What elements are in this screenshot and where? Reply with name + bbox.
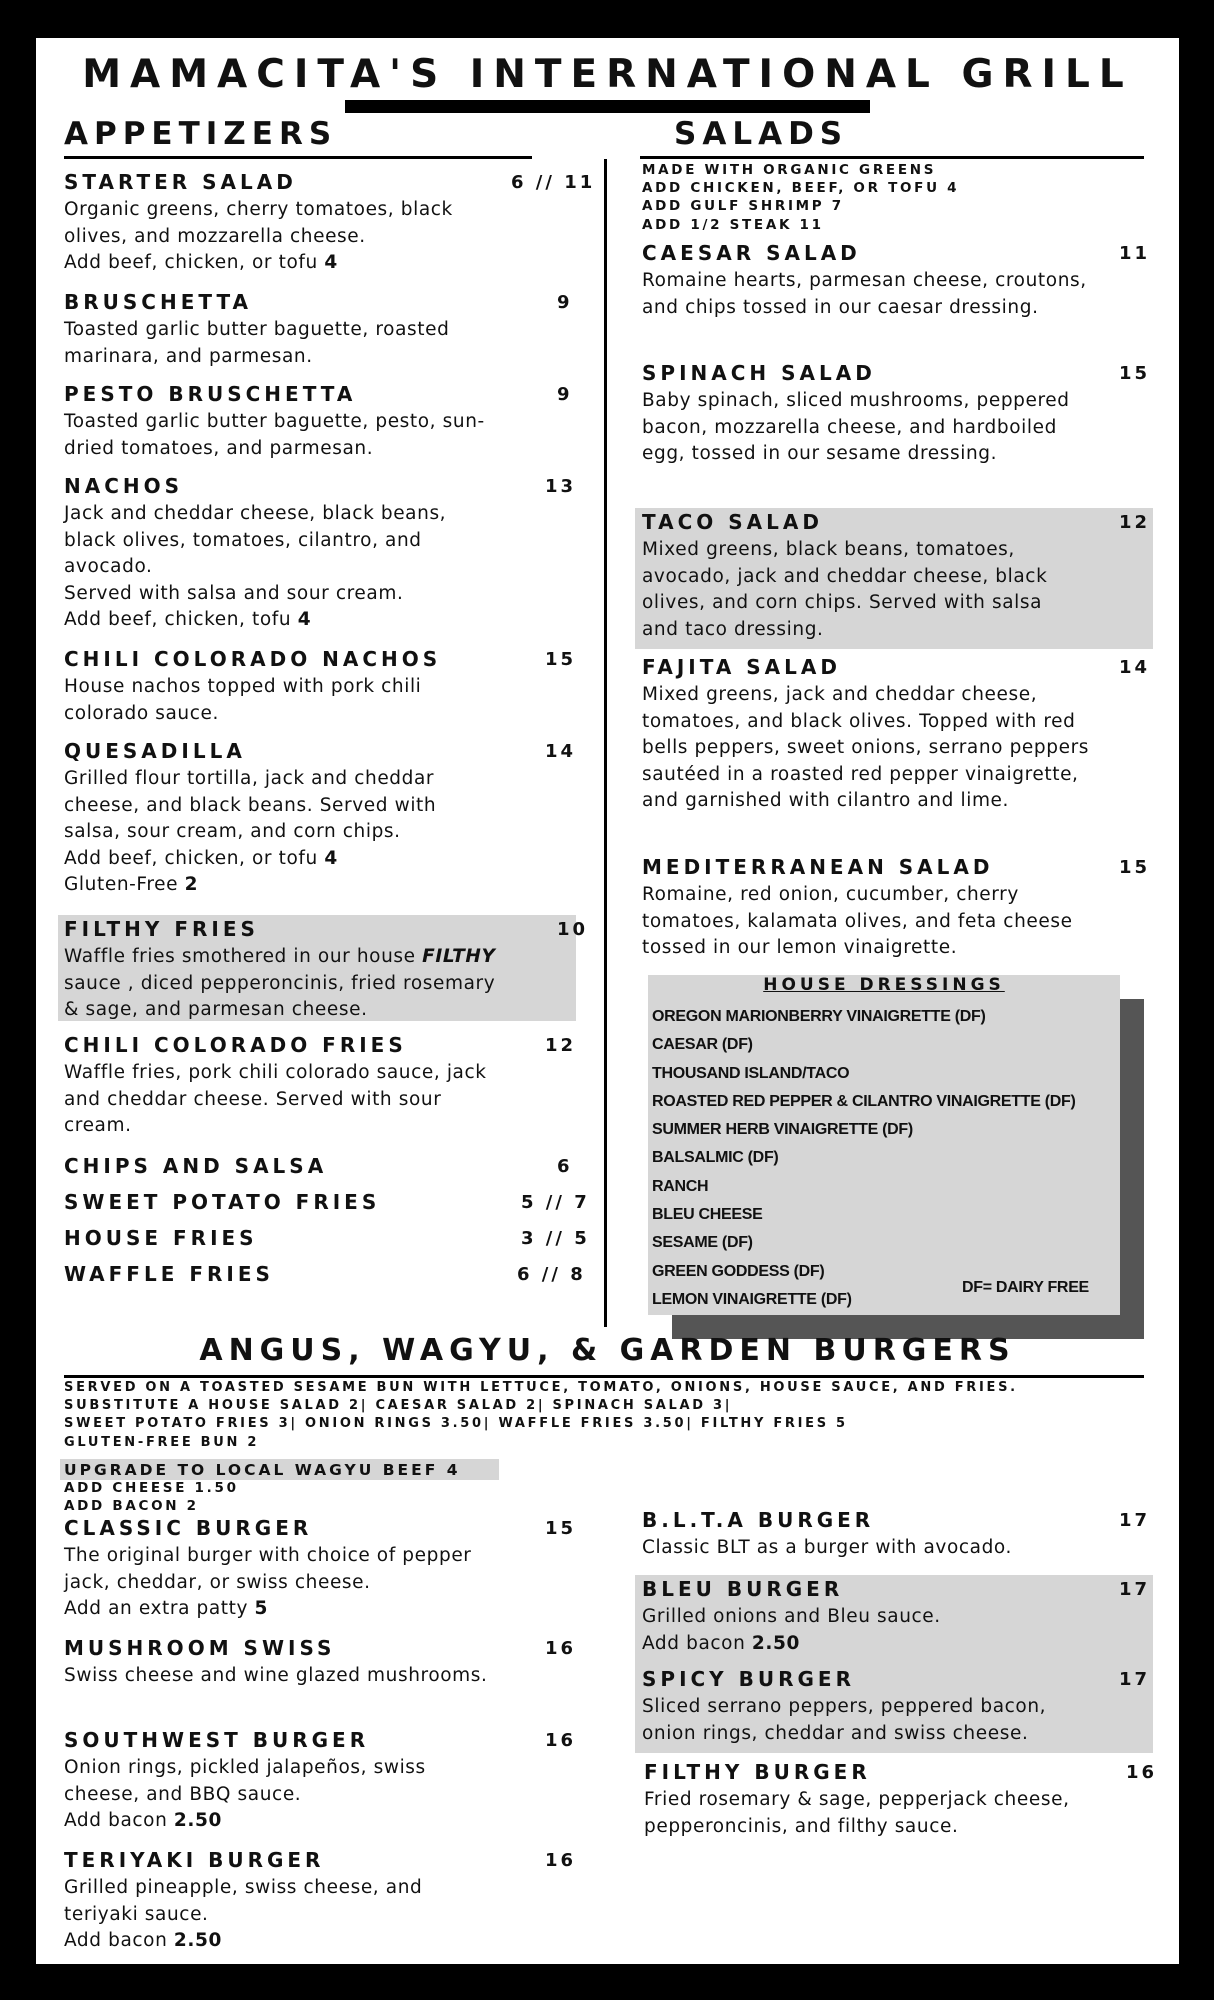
item-name: SOUTHWEST BURGER <box>64 1728 370 1752</box>
item-name: FILTHY FRIES <box>64 917 259 941</box>
item-name: SPINACH SALAD <box>642 361 876 385</box>
appetizers-rule <box>64 156 532 159</box>
item-name: MUSHROOM SWISS <box>64 1636 336 1660</box>
menu-item-taco-salad <box>635 508 1153 649</box>
item-description: Romaine hearts, parmesan cheese, croutons, and chips tossed in our caesar dressing. <box>642 270 1087 318</box>
item-name: B.L.T.A BURGER <box>642 1508 875 1532</box>
menu-item-chili-colorado-nachos <box>64 645 604 727</box>
item-description: Jack and cheddar cheese, black beans, black olives, tomatoes, cilantro, and avocado. Served with salsa and sour cream. Add beef, chicken, tofu 4 <box>64 503 447 631</box>
item-description: Onion rings, pickled jalapeños, swiss cheese, and BBQ sauce. Add bacon 2.50 <box>64 1757 426 1832</box>
item-name: SPICY BURGER <box>642 1667 855 1691</box>
menu-item-waffle-fries <box>64 1260 604 1289</box>
item-description: Waffle fries, pork chili colorado sauce, jack and cheddar cheese. Served with sour cream. <box>64 1062 487 1137</box>
dressings-heading: HOUSE DRESSINGS <box>763 975 1005 995</box>
item-description: Grilled flour tortilla, jack and cheddar cheese, and black beans. Served with salsa, sour cream, and corn chips. Add beef, chicken, or tofu 4 Gluten-Free 2 <box>64 768 437 896</box>
item-price: 15 <box>545 649 577 670</box>
dressing-item: BLEU CHEESE <box>652 1206 763 1224</box>
title-underline-bar <box>345 100 870 113</box>
salads-notes: MADE WITH ORGANIC GREENS ADD CHICKEN, BEEF, OR TOFU 4 ADD GULF SHRIMP 7 ADD 1/2 STEAK 11 <box>642 162 960 233</box>
menu-item-chili-colorado-fries <box>64 1031 604 1140</box>
menu-item-nachos <box>64 472 604 634</box>
item-description: Romaine, red onion, cucumber, cherry tomatoes, kalamata olives, and feta cheese tossed in our lemon vinaigrette. <box>642 884 1073 959</box>
item-price: 14 <box>545 741 577 762</box>
item-description: Baby spinach, sliced mushrooms, peppered bacon, mozzarella cheese, and hardboiled egg, tossed in our sesame dressing. <box>642 390 1070 465</box>
item-name: STARTER SALAD <box>64 170 297 194</box>
wagyu-upgrade: UPGRADE TO LOCAL WAGYU BEEF 4 <box>64 1461 461 1479</box>
item-name: CHILI COLORADO FRIES <box>64 1033 407 1057</box>
item-price: 15 <box>1119 857 1151 878</box>
item-price: 16 <box>545 1850 577 1871</box>
menu-item-mediterranean-salad <box>642 853 1179 962</box>
item-price: 6 // 8 <box>517 1264 586 1285</box>
dressing-item: SUMMER HERB VINAIGRETTE (DF) <box>652 1121 913 1139</box>
item-description: Organic greens, cherry tomatoes, black olives, and mozzarella cheese. Add beef, chicken, or tofu 4 <box>64 199 453 274</box>
salads-rule <box>640 156 1144 159</box>
menu-item-southwest-burger <box>64 1726 604 1835</box>
item-name: SWEET POTATO FRIES <box>64 1190 381 1214</box>
item-name: FAJITA SALAD <box>642 655 841 679</box>
dressings-list <box>652 1003 1076 1314</box>
item-price: 16 <box>545 1730 577 1751</box>
dressing-item: THOUSAND ISLAND/TACO <box>652 1064 850 1082</box>
item-name: CAESAR SALAD <box>642 241 861 265</box>
item-description: The original burger with choice of pepper jack, cheddar, or swiss cheese. Add an extra patty 5 <box>64 1545 472 1620</box>
dairy-free-note: DF= DAIRY FREE <box>962 1279 1089 1296</box>
dressing-item: ROASTED RED PEPPER & CILANTRO VINAIGRETTE (DF) <box>652 1092 1076 1110</box>
item-description: Swiss cheese and wine glazed mushrooms. <box>64 1665 488 1686</box>
item-name: BLEU BURGER <box>642 1577 844 1601</box>
item-name: TACO SALAD <box>642 510 823 534</box>
item-price: 15 <box>1119 363 1151 384</box>
dressing-item: CAESAR (DF) <box>652 1036 753 1054</box>
dressing-item: LEMON VINAIGRETTE (DF) <box>652 1290 852 1308</box>
menu-item-house-fries <box>64 1224 604 1253</box>
item-name: MEDITERRANEAN SALAD <box>642 855 994 879</box>
item-price: 17 <box>1119 1669 1151 1690</box>
item-description: Fried rosemary & sage, pepperjack cheese, pepperoncinis, and filthy sauce. <box>644 1789 1070 1837</box>
item-price: 17 <box>1119 1579 1151 1600</box>
salads-heading: SALADS <box>674 116 849 152</box>
dressing-item: OREGON MARIONBERRY VINAIGRETTE (DF) <box>652 1008 986 1025</box>
menu-item-filthy-fries <box>58 915 589 1021</box>
item-name: FILTHY BURGER <box>644 1760 871 1784</box>
menu-item-teriyaki-burger <box>64 1846 604 1955</box>
item-price: 3 // 5 <box>521 1228 590 1249</box>
menu-item-classic-burger <box>64 1514 604 1623</box>
menu-page <box>36 38 1179 1964</box>
menu-item-chips-and-salsa <box>64 1152 604 1181</box>
menu-item-mushroom-swiss <box>64 1634 604 1690</box>
menu-item-bleu-burger <box>635 1575 1153 1661</box>
item-price: 16 <box>545 1638 577 1659</box>
menu-item-filthy-burger <box>644 1758 1179 1840</box>
menu-item-quesadilla <box>64 737 604 899</box>
burgers-notes: SERVED ON A TOASTED SESAME BUN WITH LETTUCE, TOMATO, ONIONS, HOUSE SAUCE, AND FRIES. SUBSTITUTE A HOUSE SALAD 2| CAESAR SALAD 2| SPINACH SALAD 3| SWEET POTATO FRIES 3| ONION RINGS 3.50| WAFFLE FRIES 3.50| FILTHY FRIES 5 GLUTEN-FREE BUN 2 <box>64 1380 1018 1450</box>
item-name: WAFFLE FRIES <box>64 1262 274 1286</box>
item-description: Mixed greens, jack and cheddar cheese, tomatoes, and black olives. Topped with red bells peppers, sweet onions, serrano peppers sautéed in a roasted red pepper vinaigrette, and garnished with cilantro and lime. <box>642 684 1090 812</box>
item-description: Toasted garlic butter baguette, roasted marinara, and parmesan. <box>64 319 450 367</box>
item-price: 5 // 7 <box>521 1192 590 1213</box>
menu-item-spicy-burger <box>635 1661 1153 1753</box>
item-price: 12 <box>545 1035 577 1056</box>
dressing-item: SESAME (DF) <box>652 1234 753 1252</box>
menu-item-spinach-salad <box>642 359 1179 468</box>
item-price: 9 <box>557 292 573 313</box>
item-name: BRUSCHETTA <box>64 290 253 314</box>
burgers-heading: ANGUS, WAGYU, & GARDEN BURGERS <box>199 1333 1016 1368</box>
menu-item-blta-burger <box>642 1506 1179 1562</box>
item-description: House nachos topped with pork chili colorado sauce. <box>64 676 422 724</box>
item-name: HOUSE FRIES <box>64 1226 258 1250</box>
menu-item-sweet-potato-fries <box>64 1188 604 1217</box>
item-description: Classic BLT as a burger with avocado. <box>642 1537 1012 1558</box>
menu-item-fajita-salad <box>642 653 1179 815</box>
item-price: 10 <box>557 919 589 940</box>
menu-item-pesto-bruschetta <box>64 380 604 462</box>
item-price: 17 <box>1119 1510 1151 1531</box>
item-price: 9 <box>557 384 573 405</box>
item-description: Toasted garlic butter baguette, pesto, sun-dried tomatoes, and parmesan. <box>64 411 485 459</box>
house-dressings-box <box>648 975 1120 1315</box>
appetizers-heading: APPETIZERS <box>64 116 338 152</box>
item-name: NACHOS <box>64 474 184 498</box>
item-description: Grilled pineapple, swiss cheese, and teriyaki sauce. Add bacon 2.50 <box>64 1877 423 1952</box>
item-name: TERIYAKI BURGER <box>64 1848 325 1872</box>
item-description: Grilled onions and Bleu sauce. Add bacon 2.50 <box>642 1606 941 1654</box>
item-price: 13 <box>545 476 577 497</box>
item-description: Mixed greens, black beans, tomatoes, avocado, jack and cheddar cheese, black olives, and corn chips. Served with salsa and taco dressing. <box>642 539 1048 640</box>
item-price: 6 // 11 <box>511 172 596 193</box>
burger-addons: ADD CHEESE 1.50 ADD BACON 2 <box>64 1480 239 1515</box>
item-price: 16 <box>1126 1762 1158 1783</box>
item-name: QUESADILLA <box>64 739 246 763</box>
item-name: CHILI COLORADO NACHOS <box>64 647 442 671</box>
dressing-item: GREEN GODDESS (DF) <box>652 1262 825 1280</box>
dressing-item: BALSALMIC (DF) <box>652 1149 779 1167</box>
menu-item-bruschetta <box>64 288 604 370</box>
menu-item-starter-salad <box>64 168 604 277</box>
item-name: CLASSIC BURGER <box>64 1516 313 1540</box>
dressing-item: RANCH <box>652 1177 709 1195</box>
item-price: 6 <box>557 1156 573 1177</box>
burgers-rule <box>64 1375 1144 1378</box>
menu-item-caesar-salad <box>642 239 1179 321</box>
item-price: 11 <box>1119 243 1151 264</box>
column-divider <box>604 159 607 1327</box>
item-name: CHIPS AND SALSA <box>64 1154 328 1178</box>
item-description: Sliced serrano peppers, peppered bacon, onion rings, cheddar and swiss cheese. <box>642 1696 1047 1744</box>
item-price: 15 <box>545 1518 577 1539</box>
item-description: Waffle fries smothered in our house FILTHY sauce , diced pepperoncinis, fried rosemary & sage, and parmesan cheese. <box>64 946 496 1021</box>
restaurant-title: MAMACITA'S INTERNATIONAL GRILL <box>82 52 1133 97</box>
item-price: 12 <box>1119 512 1151 533</box>
item-name: PESTO BRUSCHETTA <box>64 382 357 406</box>
item-price: 14 <box>1119 657 1151 678</box>
